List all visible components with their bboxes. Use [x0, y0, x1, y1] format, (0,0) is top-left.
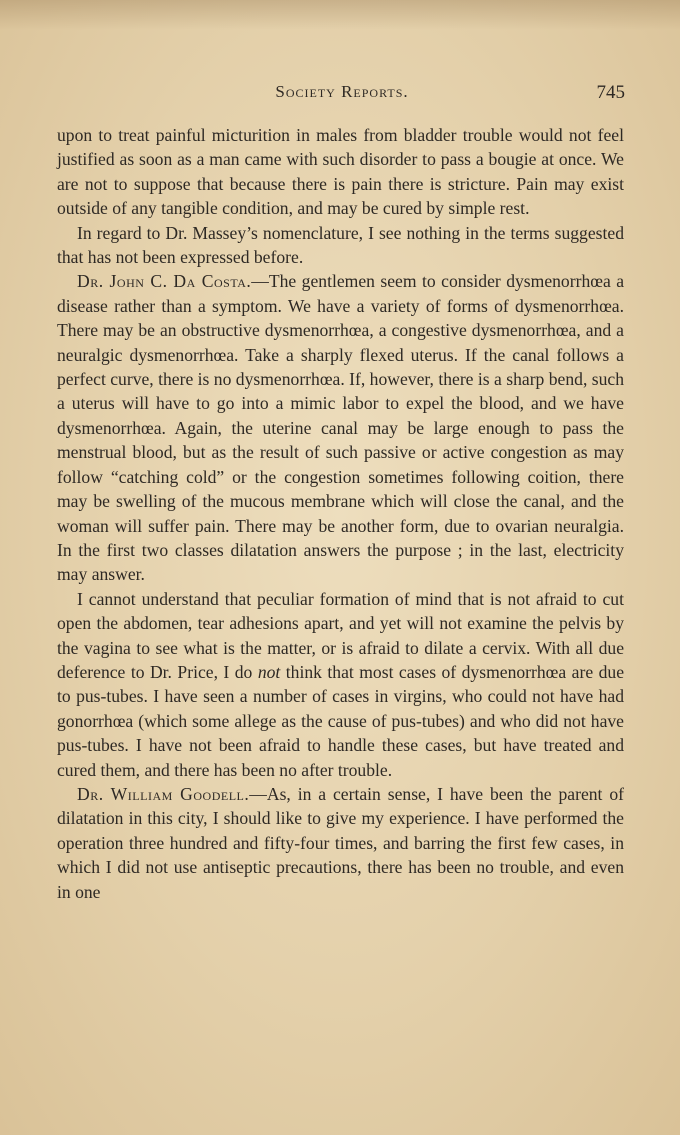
page-top-edge-shadow: [0, 0, 680, 30]
speaker-name: Dr. William Goodell.: [77, 783, 250, 804]
paragraph-text: I cannot understand that peculiar formation of mind that is not afraid to cut open the abdomen, tear adhesions apart, and yet will not examine the pelvis by the vagina to see what is the matter, or is afraid to dilate a cervix. With all due deference to Dr. Price, I do: [57, 588, 624, 682]
paragraph-continued: [57, 123, 624, 221]
paragraph-goodell: [57, 782, 624, 904]
paragraph-text: upon to treat painful micturition in males from bladder trouble would not feel justified as soon as a man came with such disorder to pass a bougie at once. We are not to suppose that because there is pain there is stricture. Pain may exist outside of any tangible condition, and may be cured by simple rest.: [57, 125, 624, 219]
speaker-name: Dr. John C. Da Costa.: [77, 271, 252, 292]
paragraph-text: In regard to Dr. Massey’s nomenclature, I see nothing in the terms suggested that has not been expressed before.: [57, 222, 624, 268]
running-title: Society Reports.: [275, 82, 409, 101]
paragraph-text: think that most cases of dysmenorrhœa are due to pus-tubes. I have seen a number of cases in virgins, who could not have had gonorrhœa (which some allege as the cause of pus-tubes) and who did not have pus-tubes. I have not been afraid to handle these cases, but have treated and cured them, and there has been no after trouble.: [57, 661, 624, 780]
running-head: [57, 80, 627, 108]
body-text: [57, 123, 624, 904]
paragraph-pus-tubes: [57, 587, 624, 782]
page-number: 745: [596, 82, 625, 103]
paragraph-text: —As, in a certain sense, I have been the parent of dilatation in this city, I should like to give my experience. I have performed the operation three hundred and fifty-four times, and barring the first few cases, in which I did not use antiseptic precautions, there has been no trouble, and even in one: [57, 783, 624, 902]
paragraph-text: —The gentlemen seem to consider dysmenorrhœa a disease rather than a symptom. We have a variety of forms of dysmenorrhœa. There may be an obstructive dysmenorrhœa, a congestive dysmenorrhœa, and a neuralgic dysmenorrhœa. Take a sharply flexed uterus. If the canal follows a perfect curve, there is no dysmenorrhœa. If, however, there is a sharp bend, such a uterus will have to go into a mimic labor to expel the blood, and we have dysmenorrhœa. Again, the uterine canal may be large enough to pass the menstrual blood, but as the result of such passive or active congestion as may follow “catching cold” or the congestion sometimes following coition, there may be swelling of the mucous membrane which will close the canal, and the woman will suffer pain. There may be another form, due to ovarian neuralgia. In the first two classes dilatation answers the purpose ; in the last, electricity may answer.: [57, 271, 625, 585]
paragraph-massey: [57, 221, 624, 270]
paragraph-da-costa: [57, 269, 624, 586]
emphasis-text: not: [257, 661, 281, 682]
